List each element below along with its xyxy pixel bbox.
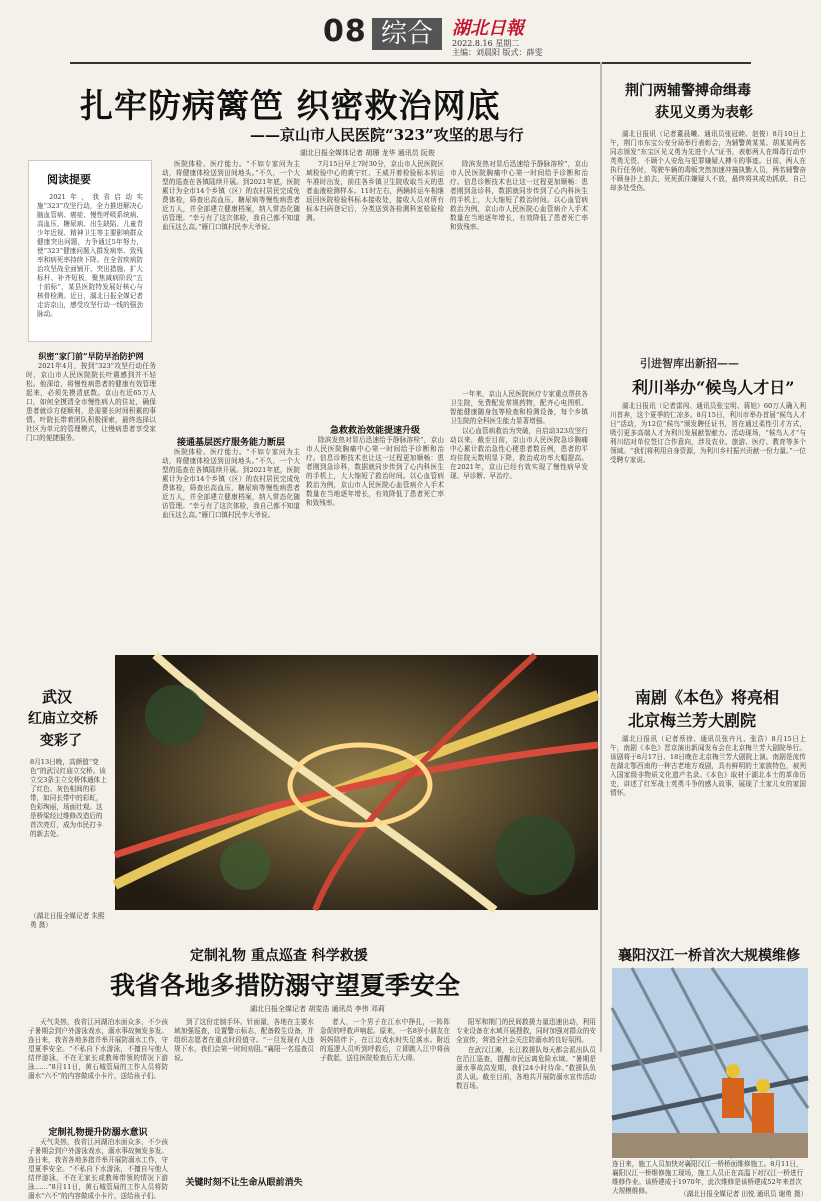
main-byline: 湖北日报全媒体记者 胡珊 龙华 通讯员 阮俊	[300, 149, 435, 157]
bridge-photo	[612, 968, 808, 1158]
main-col-5: 一年来，京山人民医院医疗专家重点帮扶各卫生院，免费配发常规药物，配齐心电图机、智能健康随身包等检查和检测设备，每个乡镇卫生院的全科医生能力显著增强。 以心血管病救治为突破，自启动323攻坚行动以来，截至目前，京山市人民医院急诊胸痛中心累计救治急性心梗患者数百例，患者的平均住院天数明显下降，救治成功率大幅提高。在2021年，京山已经有效实现了慢性病早发现、早诊断、早治疗。	[450, 390, 588, 480]
page-number: 08	[323, 14, 367, 49]
bottom-byline: 湖北日报全媒记者 胡雯浩 通讯员 李伟 邓莉	[250, 1005, 385, 1013]
editors: 主编：刘晨阳 版式：薛雯	[452, 48, 543, 57]
photo-headline-2: 红庙立交桥	[28, 711, 98, 727]
bridge-caption: 连日来，施工人员加快对襄阳汉江一桥桥面维修施工。8月11日，襄阳汉江一桥维修施工现场，施工人员正在高温下对汉江一桥进行维修作业。该桥建成于1970年，此次维修是该桥建成52年来首次大规模维修。	[612, 1160, 804, 1195]
main-subhead-1: 织密“家门前”早防早治防护网	[38, 351, 144, 361]
header-rule	[70, 62, 751, 64]
main-subhead-3: 急救救治效能提速升级	[329, 426, 420, 436]
bridge-credit: （湖北日报全媒记者 田悦 通讯员 谢勇 摄）	[680, 1190, 808, 1198]
photo-headline-3: 变彩了	[40, 733, 82, 749]
lichuan-headline: 利川举办“候鸟人才日”	[632, 378, 795, 397]
drama-headline-1: 南剧《本色》将亮相	[635, 688, 780, 707]
main-subhead-2: 接通基层医疗服务能力断层	[176, 438, 285, 448]
lichuan-text: 湖北日报讯（记者雷闯、通讯员张宝明、蒋旭）60万人确入利川首奔，这个夏季的仁凉多。8月15日，利川市举办首届“候鸟人才日”活动，为12位“候鸟”颁发聘任证书，旨在通过柔性引才方式，吸引更多高端人才为利川发展献智献力。活动现场，“候鸟人才”与利川结对单位签订合作意向，涉及农业、旅游、医疗、教育等多个领域。“我们将利用自身资源，为利川乡村振兴贡献一份力量。”一位受聘专家说。	[610, 402, 806, 464]
paper-logo: 湖北日報	[452, 18, 524, 39]
page-header	[0, 0, 821, 60]
bottom-col-1b: 天气炎热，我省江河湖泊水面众多，不少孩子暑期会到户外游泳戏水，溺水事故频发多发。连日来，我省各地多措并举开展防溺水工作，守望夏季安全。“不私自下水游泳，不擅自与他人结伴游泳，不在无家长或教师带领的情况下游泳……”8月11日，黄石城管局的工作人员将防溺水“六不”的内容做成小卡片，送给孩子们。	[28, 1138, 168, 1200]
summary-box	[28, 160, 152, 342]
main-col-4: 除滨发热对显后迅速给予静脉溶栓”，京山市人民医院胸痛中心第一时间给予诊断和治疗。信息诊断技术也让这一过程更加顺畅：患者刚到急诊科，数据就同步传到了心内科医生的手机上，大大缩短了救治时间。以心血管病救治为例，京山市人民医院心血管病介入手术数量在当地逐年增长，有效降低了患者死亡率和致残率。	[450, 160, 588, 231]
photo-headline-1: 武汉	[42, 688, 73, 706]
issue-date: 2022.8.16 星期二	[452, 39, 520, 48]
main-col-3: 7月15日早上7时30分，京山市人民医院区域检验中心的黄宁红、王威开着检验标本转运车准时出发，前往各乡镇卫生院收取当天的患者血液检测样本。11时左右，两辆转运车相继返回医院检验科标本接收处，接收人员对所有标本扫码登记后，分类送到各检测科室检验检测。	[306, 160, 444, 222]
drama-headline-2: 北京梅兰芳大剧院	[628, 711, 757, 730]
jingmen-text: 湖北日报讯（记者董晨曦、通讯员张冠睦、赵俊）8月10日上午，荆门市东宝公安分局举行表彰会，为辅警黄某某、胡某某两名同志颁发“东宝区见义勇为先进个人”证书，表彰两人在缉毒行动中英勇无畏、不顾个人安危与犯罪嫌疑人搏斗的事迹。日前，两人在执行任务时，驾驶车辆的毒贩突然加速冲撞执勤人员，两名辅警奋不顾身扑上前去，死死抓住嫌疑人不放，最终将其成功抓获，自己却多处受伤。	[610, 130, 806, 192]
column-divider	[600, 62, 602, 1052]
overpass-photo	[115, 655, 598, 910]
jingmen-headline-1: 荆门两辅警搏命缉毒	[625, 83, 751, 99]
bottom-subhead-2: 关键时刻不让生命从眼前消失	[185, 1178, 303, 1188]
main-col-2b: 医院体检、医疗能力。“不如专家问为主动，将健康体检送到田间地头。”不久，一个大型的巡查在各镇陆续开展。到2021年底，医院累计为全市14个乡镇（区）的农村居民完成免费体检，筛查出高血压、糖尿病等慢性病患者近万人，并全部建立健康档案，纳入常态化随访管理。“幸亏有了这次体检，我自己都不知道血压这么高。”雁门口镇村民李大爷说。	[162, 448, 300, 519]
section-label: 综合	[372, 18, 442, 50]
summary-text: 2021年，我省启动实施“323”攻坚行动，全力推进解决心脑血管病、癌症、慢性呼吸系统病、高血压、糖尿病、出生缺陷、儿童青少年近视、精神卫生等主要影响群众健康突出问题，力争通过5年努力，使“323”健康问题入群发病率、致残率和病死率持续下降。在全省疾病防治攻坚战全面铺开、突出措施、扩大标杆、补齐短板，聚焦减病阶段“五十前标”，某县医院特发展好核心与核骨检测。近日，湖北日报全媒记者走访京山，感受攻坚行动一线的强劲脉动。	[37, 193, 143, 318]
bottom-col-2: 到了这份定制手环。针面量，各地在主要水域加强巡查，设置警示标志，配备救生设备，并组织志愿者在重点时段值守。“一旦发现有人违规下水，我们会第一时间劝阻。”襄阳一名巡查员说。	[174, 1018, 314, 1062]
drama-text: 湖北日报讯（记者蔡徐、通讯员张卉凡、张浩）8月15日上午，南剧《本色》晋京演出新闻发布会在北京梅兰芳大剧院举行。该剧将于8月17日、18日晚在北京梅兰芳大剧院上演。南剧是流传在湖北鄂西南的一种古老地方戏剧，具有鲜明的土家族特色，被列入国家级非物质文化遗产名录。《本色》取材于湖北本土的革命历史，讲述了红军战士英勇斗争的感人故事，展现了土家儿女的家国情怀。	[610, 735, 806, 797]
bottom-kicker: 定制礼物 重点巡查 科学救援	[190, 948, 368, 964]
main-col-2: 医院体检、医疗能力。“不如专家问为主动，将健康体检送到田间地头。”不久，一个大型的巡查在各镇陆续开展。到2021年底，医院累计为全市14个乡镇（区）的农村居民完成免费体检，筛查出高血压、糖尿病等慢性病患者近万人，并全部建立健康档案，纳入常态化随访管理。“幸亏有了这次体检，我自己都不知道血压这么高。”雁门口镇村民李大爷说。	[162, 160, 300, 231]
photo-caption: 8月13日晚，高颜值“变色”的武汉红庙立交桥。该立交3条主立交桥体通体上了红色、灰色相间的彩带，如同长带中的彩虹，色彩绚丽，场面壮观。这是桥梁经过维修改造后的首次亮灯，成为市民打卡的新去处。	[30, 758, 107, 838]
bottom-col-1: 天气炎热，我省江河湖泊水面众多，不少孩子暑期会到户外游泳戏水，溺水事故频发多发。连日来，我省各地多措并举开展防溺水工作，守望夏季安全。“不私自下水游泳，不擅自与他人结伴游泳，不在无家长或教师带领的情况下游泳……”8月11日，黄石城管局的工作人员将防溺水“六不”的内容做成小卡片，送给孩子们。	[28, 1018, 168, 1080]
jingmen-headline-2: 获见义勇为表彰	[655, 105, 753, 121]
main-subheadline: ——京山市人民医院“323”攻坚的思与行	[250, 126, 524, 144]
photo-credit: （湖北日报全媒记者 朱熙勇 摄）	[30, 912, 105, 929]
bottom-col-4: 阳军和荆门的民间救援力量迅速出动，利用专业设备在水域开展搜救，同时加强对群众的安全宣传，营造全社会关注防溺水的良好氛围。 在武汉江滩，长江救援队每天都会派出队员在沿江巡查，提醒市民远离危险水域。“暑期是溺水事故高发期，我们24小时待命。”救援队负责人说。截至目前，各地共开展防溺水宣传活动数百场。	[456, 1018, 596, 1090]
bridge-headline: 襄阳汉江一桥首次大规模维修	[618, 948, 800, 964]
lichuan-kicker: 引进智库出新招——	[640, 357, 739, 370]
bottom-subhead-1: 定制礼物提升防溺水意识	[48, 1128, 148, 1138]
main-col-3b: 除滨发热对显后迅速给予静脉溶栓”，京山市人民医院胸痛中心第一时间给予诊断和治疗。信息诊断技术也让这一过程更加顺畅：患者刚到急诊科，数据就同步传到了心内科医生的手机上，大大缩短了救治时间。以心血管病救治为例，京山市人民医院心血管病介入手术数量在当地逐年增长，有效降低了患者死亡率和致残率。	[306, 436, 444, 507]
main-col-1: 2021年4月，按到“323”攻坚行动任务时，京山市人民医院院长叶震感到并不轻松。他深谙，将慢性病患者的健康有效管理起来，必须先摸清底数。京山有近65万人口，如何全摸清全市慢性病人的住址，确保患者就诊方便顺利，是需要长时间积累的事情。叶院长带着团队积极探索，最终选择以社区为单元的管理模式，让慢病患者享受家门口的便捷服务。	[26, 362, 156, 442]
summary-title: 阅读提要	[41, 169, 151, 189]
bottom-headline: 我省各地多措防溺守望夏季安全	[110, 971, 461, 1000]
main-headline: 扎牢防病篱笆 织密救治网底	[80, 86, 501, 125]
bottom-col-3: 者人，一个男子在江水中挣扎，一阵阵急促的呼救声响起。原来，一名8岁小朋友在妈妈陪伴下，在江边戏水时失足落水。附近的巡逻人员听到呼救后，立即跳入江中将孩子救起，送往医院检查后无大碍。	[320, 1018, 450, 1062]
